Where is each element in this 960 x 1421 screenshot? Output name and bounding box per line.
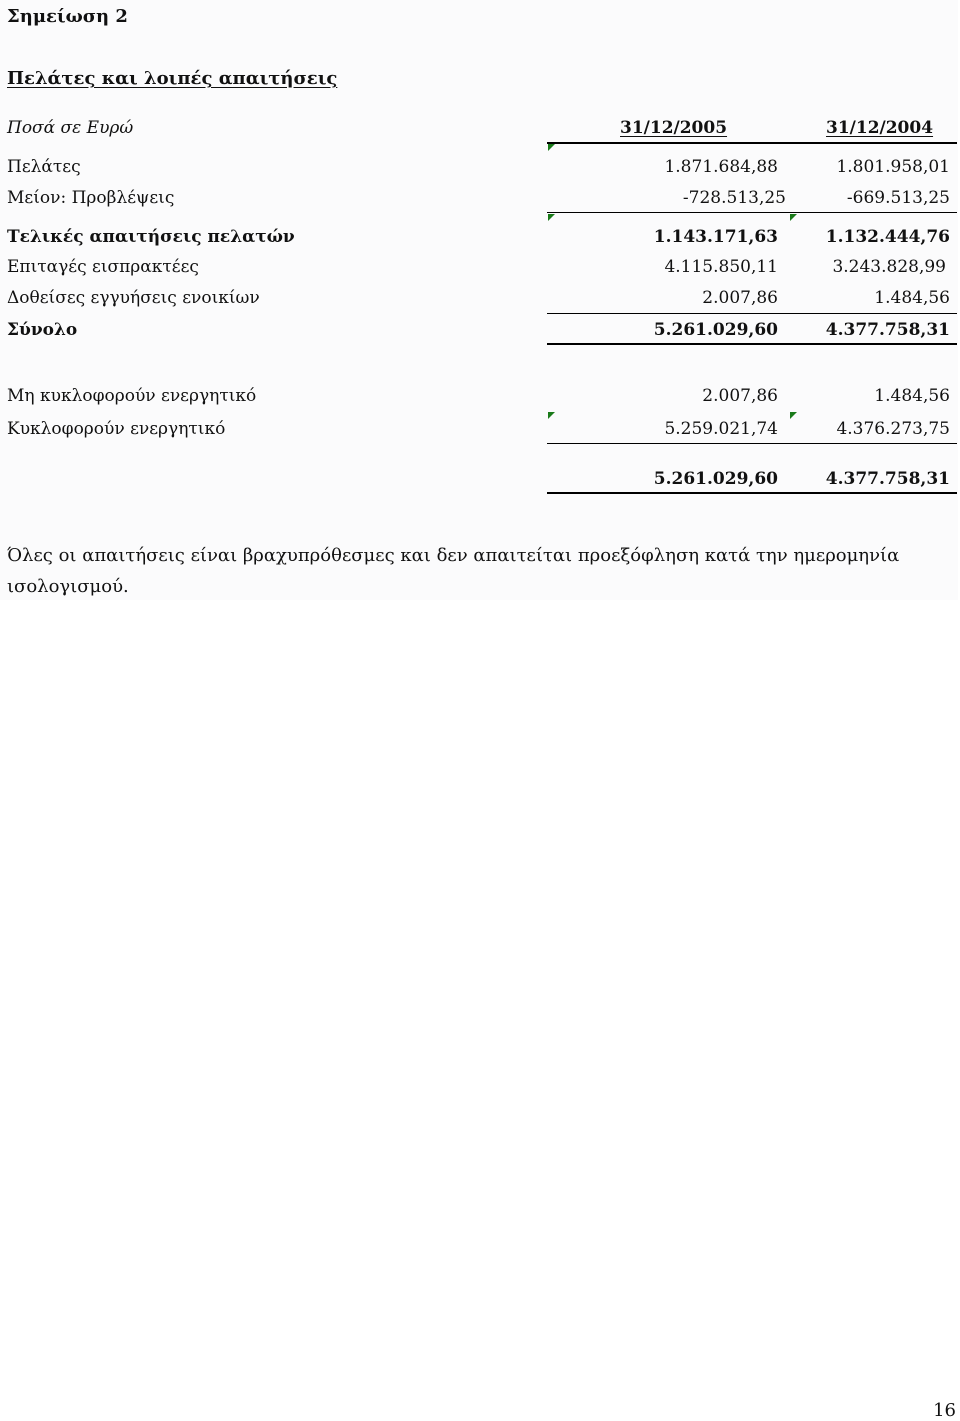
value-2004: 1.484,56: [874, 386, 950, 406]
value-2005: 1.143.171,63: [653, 227, 778, 247]
footnote: Όλες οι απαιτήσεις είναι βραχυπρόθεσμες και δεν απαιτείται προεξόφληση κατά την ημερομηνία ισολογισμού.: [7, 545, 900, 597]
value-2005: 2.007,86: [702, 386, 778, 406]
column-header-2005: 31/12/2005: [620, 118, 728, 138]
cell-comment-indicator: [790, 214, 797, 221]
row-label-current-assets: Κυκλοφορούν ενεργητικό: [7, 419, 226, 439]
cell-comment-indicator: [548, 412, 555, 419]
row-label-rent-guarantees: Δοθείσες εγγυήσεις ενοικίων: [7, 288, 260, 308]
value-2004: 4.376.273,75: [836, 419, 950, 439]
section-title: Πελάτες και λοιπές απαιτήσεις: [7, 68, 338, 89]
value-2005: 5.261.029,60: [653, 320, 778, 340]
split-total-2005: 5.261.029,60: [653, 469, 778, 489]
value-2004: -669.513,25: [846, 188, 950, 208]
value-2005: 5.259.021,74: [664, 419, 778, 439]
split-subtotal-rule: [547, 443, 957, 444]
value-2004: 1.484,56: [874, 288, 950, 308]
row-label-customers: Πελάτες: [7, 157, 81, 177]
column-header-2004: 31/12/2004: [826, 118, 934, 138]
value-2005: 1.871.684,88: [664, 157, 778, 177]
header-rule: [547, 142, 957, 144]
value-2005: 2.007,86: [702, 288, 778, 308]
note-content: [0, 0, 958, 600]
cell-comment-indicator: [790, 412, 797, 419]
value-2004: 1.132.444,76: [825, 227, 950, 247]
row-label-cheques-receivable: Επιταγές εισπρακτέες: [7, 257, 199, 277]
page-number: 16: [933, 1400, 956, 1421]
split-total-rule: [547, 492, 957, 494]
value-2005: 4.115.850,11: [664, 257, 778, 277]
row-label-non-current-assets: Μη κυκλοφορούν ενεργητικό: [7, 386, 257, 406]
row-label-total: Σύνολο: [7, 320, 78, 340]
value-2004: 3.243.828,99: [832, 257, 946, 277]
row-label-net-receivables: Τελικές απαιτήσεις πελατών: [7, 227, 295, 247]
value-2005: -728.513,25: [682, 188, 786, 208]
total-rule: [547, 313, 957, 314]
note-title: Σημείωση 2: [7, 6, 128, 27]
subtotal-rule: [547, 212, 957, 213]
row-label-provisions: Μείον: Προβλέψεις: [7, 188, 175, 208]
split-total-2004: 4.377.758,31: [825, 469, 950, 489]
units-label: Ποσά σε Ευρώ: [7, 118, 134, 138]
value-2004: 4.377.758,31: [825, 320, 950, 340]
cell-comment-indicator: [548, 214, 555, 221]
total-double-rule: [547, 343, 957, 345]
value-2004: 1.801.958,01: [836, 157, 950, 177]
cell-comment-indicator: [548, 144, 555, 151]
